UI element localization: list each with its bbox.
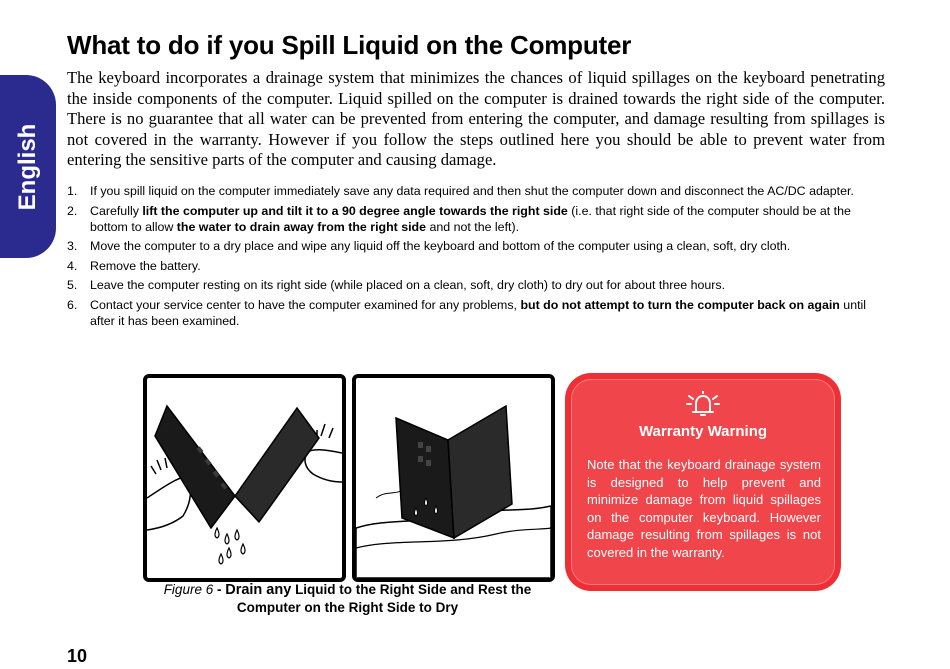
- warning-text: Note that the keyboard drainage system is designed to help prevent and minimize damage from liquid spillages on the computer keyboard. However damage resulting from spillages is not covered in the warranty.: [587, 457, 821, 560]
- list-item: [67, 258, 882, 274]
- step-number: 1.: [67, 184, 78, 198]
- step-text: (i.e. that right side of the computer should be at the bottom to allow: [90, 203, 851, 234]
- intro-paragraph: The keyboard incorporates a drainage system that minimizes the chances of liquid spillages on the keyboard penetrating the inside components of the computer. Liquid spilled on the computer is drained towards the right side of the computer. There is no guarantee that all water can be prevented from entering the computer, and damage resulting from spillages is not covered in the warranty. However if you follow the steps outlined here you should be able to prevent water from entering the sensitive parts of the computer and causing damage.: [67, 68, 885, 170]
- dry-laptop-drawing: [356, 378, 551, 578]
- steps-list: [67, 183, 882, 332]
- step-emphasis: the water to drain away from the right side: [176, 219, 427, 234]
- dry-laptop-illustration: [352, 374, 555, 582]
- step-text: If you spill liquid on the computer immediately save any data required and then shut the computer down and disconnect the AC/DC adapter.: [90, 184, 854, 198]
- step-text: Carefully: [90, 203, 143, 218]
- tilt-laptop-illustration: [143, 374, 346, 582]
- list-item: [67, 277, 882, 293]
- step-emphasis: but do not attempt to turn the computer back on again: [520, 297, 840, 312]
- figure-label: Figure 6: [163, 582, 214, 597]
- list-item: [67, 183, 882, 199]
- step-number: 4.: [67, 258, 78, 273]
- step-number: 5.: [67, 278, 78, 292]
- alarm-bell-icon: [686, 391, 720, 417]
- step-text: Leave the computer resting on its right side (while placed on a clean, soft, dry cloth) to dry out for about three hours.: [90, 278, 726, 292]
- step-text: and not the left).: [426, 219, 520, 234]
- list-item: [67, 297, 882, 329]
- step-text: Move the computer to a dry place and wipe any liquid off the keyboard and bottom of the computer using a clean, soft, dry cloth.: [90, 239, 791, 253]
- list-item: [67, 238, 882, 254]
- step-text: Contact your service center to have the computer examined for any problems,: [90, 297, 521, 312]
- warranty-warning-box: [565, 373, 841, 591]
- figure-caption-text: Liquid to the Right Side and Rest the Computer on the Right Side to Dry: [236, 582, 532, 615]
- page-number: 10: [67, 646, 88, 666]
- page-title: What to do if you Spill Liquid on the Computer: [67, 30, 632, 60]
- step-text: Remove the battery.: [90, 258, 201, 273]
- figure-caption: [150, 581, 545, 617]
- step-number: 2.: [67, 203, 78, 218]
- list-item: [67, 203, 882, 235]
- step-emphasis: lift the computer up and tilt it to a 90 degree angle towards the right side: [142, 203, 568, 218]
- language-tab-label: English: [14, 123, 41, 210]
- warning-title: Warranty Warning: [638, 423, 768, 440]
- step-text: until after it has been examined.: [90, 297, 867, 328]
- tilt-laptop-drawing: [147, 378, 342, 578]
- figure-separator: -: [213, 582, 226, 597]
- step-number: 6.: [67, 297, 78, 312]
- language-tab: [0, 75, 56, 258]
- figure-caption-emphasis: Drain any: [225, 582, 292, 598]
- step-number: 3.: [67, 239, 78, 253]
